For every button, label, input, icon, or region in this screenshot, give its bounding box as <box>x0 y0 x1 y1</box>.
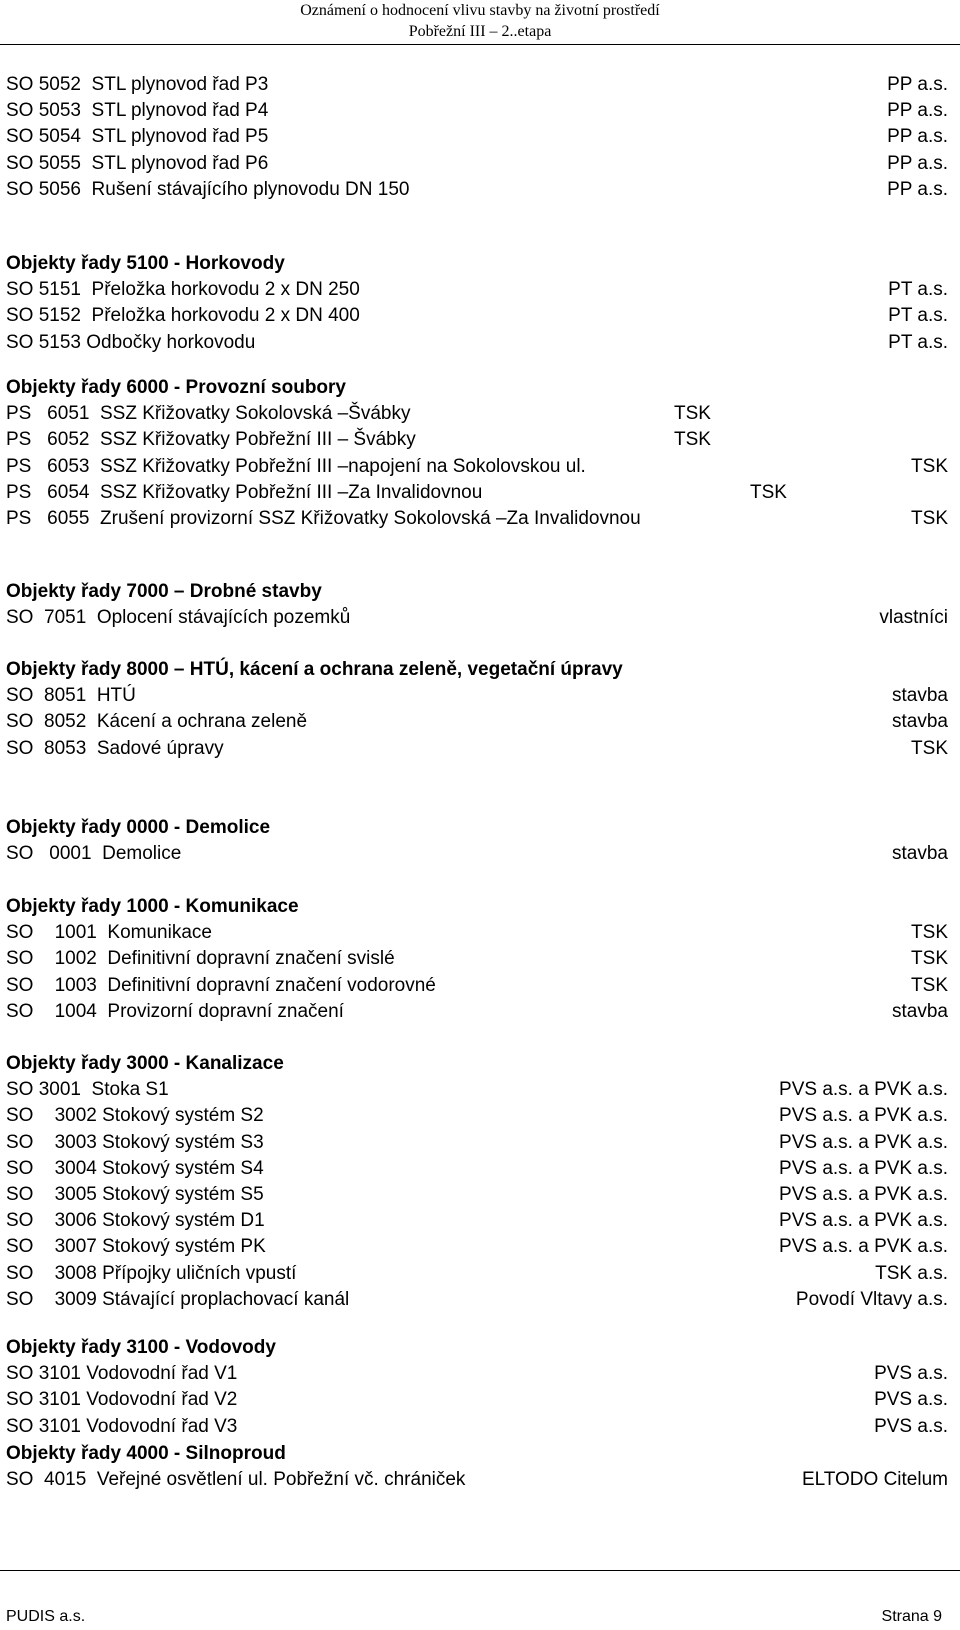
list-item <box>6 998 948 1025</box>
item-description: PS 6052 SSZ Křižovatky Pobřežní III – Švábky <box>6 429 416 450</box>
section-heading-text: Objekty řady 8000 – HTÚ, kácení a ochrana zeleně, vegetační úpravy <box>6 659 623 680</box>
item-description: SO 3001 Stoka S1 <box>6 1079 169 1100</box>
item-owner: TSK <box>911 508 948 529</box>
section-heading-text: Objekty řady 4000 - Silnoproud <box>6 1443 286 1464</box>
item-owner: TSK a.s. <box>875 1263 948 1284</box>
list-item <box>6 71 948 98</box>
item-owner: TSK <box>674 429 711 450</box>
item-description: SO 3101 Vodovodní řad V1 <box>6 1363 238 1384</box>
section-heading <box>6 374 948 401</box>
item-description: SO 8052 Kácení a ochrana zeleně <box>6 711 308 732</box>
item-description: SO 5152 Přeložka horkovodu 2 x DN 400 <box>6 305 360 326</box>
item-description: SO 1001 Komunikace <box>6 922 212 943</box>
item-description: PS 6053 SSZ Křižovatky Pobřežní III –napojení na Sokolovskou ul. <box>6 456 586 477</box>
item-description: SO 1004 Provizorní dopravní značení <box>6 1001 344 1022</box>
item-description: SO 5153 Odbočky horkovodu <box>6 332 256 353</box>
list-item <box>6 919 948 946</box>
item-owner: PVS a.s. a PVK a.s. <box>779 1079 948 1100</box>
header-divider <box>0 44 960 45</box>
item-description: PS 6051 SSZ Křižovatky Sokolovská –Švábky <box>6 403 411 424</box>
footer-page-number: Strana 9 <box>881 1608 942 1625</box>
list-item <box>6 1181 948 1208</box>
section-heading <box>6 893 948 920</box>
list-item <box>6 945 948 972</box>
item-owner: ELTODO Citelum <box>801 1469 948 1490</box>
section-heading <box>6 578 948 605</box>
item-owner: vlastníci <box>879 607 948 628</box>
item-owner: PT a.s. <box>888 279 948 300</box>
section-heading <box>6 1050 948 1077</box>
item-description: SO 3009 Stávající proplachovací kanál <box>6 1289 350 1310</box>
item-owner: TSK <box>674 403 711 424</box>
item-description: SO 3002 Stokový systém S2 <box>6 1105 264 1126</box>
item-owner: PVS a.s. <box>874 1416 948 1437</box>
item-owner: PP a.s. <box>887 179 948 200</box>
header-subtitle: Pobřežní III – 2..etapa <box>408 23 552 40</box>
item-owner: PT a.s. <box>888 332 948 353</box>
item-owner: PVS a.s. a PVK a.s. <box>779 1105 948 1126</box>
item-description: PS 6054 SSZ Křižovatky Pobřežní III –Za Invalidovnou <box>6 482 483 503</box>
list-item <box>6 1233 948 1260</box>
item-description: SO 3007 Stokový systém PK <box>6 1236 266 1257</box>
item-description: SO 8053 Sadové úpravy <box>6 738 224 759</box>
item-description: SO 3101 Vodovodní řad V2 <box>6 1389 238 1410</box>
section-heading-text: Objekty řady 0000 - Demolice <box>6 817 271 838</box>
section-heading-text: Objekty řady 7000 – Drobné stavby <box>6 581 322 602</box>
section-heading <box>6 656 948 683</box>
page-header <box>0 0 960 46</box>
item-description: SO 3003 Stokový systém S3 <box>6 1132 264 1153</box>
item-owner: stavba <box>892 711 948 732</box>
list-item <box>6 479 948 506</box>
item-owner: PVS a.s. a PVK a.s. <box>779 1158 948 1179</box>
list-item <box>6 1386 948 1413</box>
list-item <box>6 1286 948 1313</box>
item-owner: TSK <box>911 738 948 759</box>
header-title: Oznámení o hodnocení vlivu stavby na životní prostředí <box>300 2 660 19</box>
item-description: SO 3005 Stokový systém S5 <box>6 1184 264 1205</box>
list-item <box>6 329 948 356</box>
item-description: SO 5052 STL plynovod řad P3 <box>6 74 269 95</box>
item-owner: stavba <box>892 1001 948 1022</box>
list-item <box>6 1076 948 1103</box>
item-description: SO 5055 STL plynovod řad P6 <box>6 153 269 174</box>
section-heading <box>6 814 948 841</box>
section-heading <box>6 1334 948 1361</box>
item-description: SO 4015 Veřejné osvětlení ul. Pobřežní vč. chrániček <box>6 1469 466 1490</box>
item-description: SO 5053 STL plynovod řad P4 <box>6 100 269 121</box>
list-item <box>6 1466 948 1493</box>
section-heading-text: Objekty řady 6000 - Provozní soubory <box>6 377 346 398</box>
section-heading-text: Objekty řady 5100 - Horkovody <box>6 253 285 274</box>
list-item <box>6 426 948 453</box>
list-item <box>6 840 948 867</box>
item-owner: stavba <box>892 685 948 706</box>
item-owner: PVS a.s. a PVK a.s. <box>779 1210 948 1231</box>
section-heading-text: Objekty řady 3000 - Kanalizace <box>6 1053 284 1074</box>
list-item <box>6 1129 948 1156</box>
list-item <box>6 276 948 303</box>
list-item <box>6 302 948 329</box>
list-item <box>6 176 948 203</box>
item-owner: TSK <box>911 456 948 477</box>
item-description: SO 1002 Definitivní dopravní značení svislé <box>6 948 395 969</box>
item-owner: TSK <box>911 975 948 996</box>
item-owner: PVS a.s. a PVK a.s. <box>779 1236 948 1257</box>
item-owner: PP a.s. <box>887 100 948 121</box>
list-item <box>6 97 948 124</box>
list-item <box>6 1155 948 1182</box>
item-owner: Povodí Vltavy a.s. <box>795 1289 948 1310</box>
item-description: SO 5054 STL plynovod řad P5 <box>6 126 269 147</box>
item-owner: PVS a.s. <box>874 1389 948 1410</box>
item-owner: PT a.s. <box>888 305 948 326</box>
item-owner: PP a.s. <box>887 126 948 147</box>
section-heading-text: Objekty řady 3100 - Vodovody <box>6 1337 276 1358</box>
list-item <box>6 1207 948 1234</box>
list-item <box>6 505 948 532</box>
list-item <box>6 1260 948 1287</box>
item-description: SO 1003 Definitivní dopravní značení vodorovné <box>6 975 436 996</box>
list-item <box>6 400 948 427</box>
section-heading <box>6 1440 948 1467</box>
list-item <box>6 123 948 150</box>
item-description: SO 0001 Demolice <box>6 843 182 864</box>
item-owner: PVS a.s. a PVK a.s. <box>779 1132 948 1153</box>
item-owner: PVS a.s. <box>874 1363 948 1384</box>
item-description: SO 7051 Oplocení stávajících pozemků <box>6 607 351 628</box>
list-item <box>6 1413 948 1440</box>
item-owner: stavba <box>892 843 948 864</box>
item-owner: TSK <box>911 922 948 943</box>
list-item <box>6 1102 948 1129</box>
item-owner: PP a.s. <box>887 153 948 174</box>
item-description: SO 5056 Rušení stávajícího plynovodu DN 150 <box>6 179 410 200</box>
item-description: SO 3006 Stokový systém D1 <box>6 1210 265 1231</box>
item-description: SO 5151 Přeložka horkovodu 2 x DN 250 <box>6 279 360 300</box>
section-heading-text: Objekty řady 1000 - Komunikace <box>6 896 299 917</box>
footer-company: PUDIS a.s. <box>6 1608 86 1625</box>
item-description: SO 8051 HTÚ <box>6 685 136 706</box>
list-item <box>6 604 948 631</box>
list-item <box>6 708 948 735</box>
item-owner: TSK <box>750 482 787 503</box>
page-footer <box>0 1570 960 1630</box>
item-description: SO 3004 Stokový systém S4 <box>6 1158 264 1179</box>
item-description: SO 3008 Přípojky uličních vpustí <box>6 1263 297 1284</box>
list-item <box>6 150 948 177</box>
item-owner: TSK <box>911 948 948 969</box>
item-owner: PVS a.s. a PVK a.s. <box>779 1184 948 1205</box>
item-owner: PP a.s. <box>887 74 948 95</box>
list-item <box>6 682 948 709</box>
list-item <box>6 1360 948 1387</box>
footer-divider <box>0 1570 960 1571</box>
list-item <box>6 453 948 480</box>
item-description: SO 3101 Vodovodní řad V3 <box>6 1416 238 1437</box>
list-item <box>6 735 948 762</box>
section-heading <box>6 250 948 277</box>
list-item <box>6 972 948 999</box>
item-description: PS 6055 Zrušení provizorní SSZ Křižovatky Sokolovská –Za Invalidovnou <box>6 508 641 529</box>
